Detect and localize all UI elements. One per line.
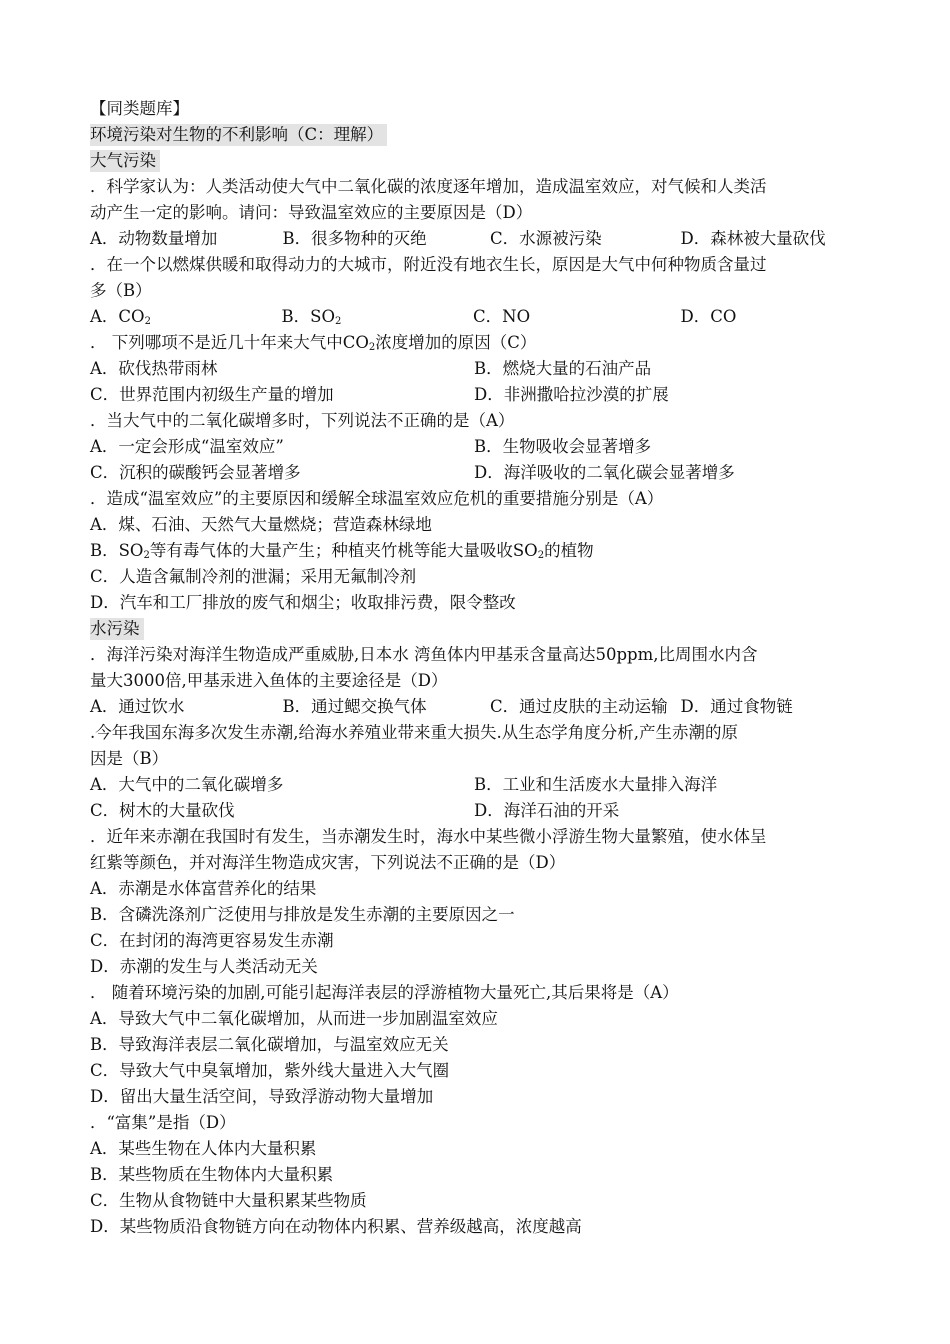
q3-option-b: B．燃烧大量的石油产品: [474, 359, 652, 378]
q5-stem: ．造成“温室效应”的主要原因和缓解全球温室效应危机的重要措施分别是（A）: [90, 489, 664, 508]
q3-option-d: D．非洲撒哈拉沙漠的扩展: [474, 385, 669, 404]
q7-option-b: B．工业和生活废水大量排入海洋: [474, 775, 718, 794]
q4-option-d: D．海洋吸收的二氧化碳会显著增多: [474, 463, 735, 482]
q8-option-a: A．赤潮是水体富营养化的结果: [90, 879, 317, 898]
q5-option-a: A．煤、石油、天然气大量燃烧；营造森林绿地: [90, 515, 432, 534]
section-water-pollution-text: 水污染: [90, 618, 144, 640]
q2-stem-line1: ．在一个以燃煤供暖和取得动力的大城市，附近没有地衣生长，原因是大气中何种物质含量过: [90, 255, 767, 274]
q2-option-a: [90, 304, 282, 330]
q9-stem: ． 随着环境污染的加剧,可能引起海洋表层的浮游植物大量死亡,其后果将是（A）: [90, 983, 679, 1002]
q1-options: [90, 226, 870, 252]
q3-stem: [90, 330, 870, 356]
q2-option-d: D．CO: [680, 307, 737, 326]
q7-options-row2: [90, 798, 870, 824]
q3-options-row2: [90, 382, 870, 408]
q4-option-a: A．一定会形成“温室效应”: [90, 437, 284, 456]
q9-option-c: C．导致大气中臭氧增加，紫外线大量进入大气圈: [90, 1061, 450, 1080]
topic-heading-text: 环境污染对生物的不利影响（C：理解）: [90, 124, 387, 146]
q1-stem-line1: ．科学家认为：人类活动使大气中二氧化碳的浓度逐年增加，造成温室效应，对气候和人类活: [90, 177, 767, 196]
q4-option-c: C．沉积的碳酸钙会显著增多: [90, 463, 301, 482]
q1-option-b: B．很多物种的灭绝: [282, 229, 427, 248]
q7-option-d: D．海洋石油的开采: [474, 801, 620, 820]
q5-option-b-subscript-2: 2: [537, 550, 545, 561]
q2-stem-line2: 多（B）: [90, 281, 152, 300]
q8-stem-line1: ．近年来赤潮在我国时有发生，当赤潮发生时，海水中某些微小浮游生物大量繁殖，使水体呈: [90, 827, 767, 846]
document-page: [90, 96, 870, 1240]
q6-option-b: B．通过鳃交换气体: [282, 697, 427, 716]
q1-option-c: C．水源被污染: [489, 229, 602, 248]
q1-stem-line2: 动产生一定的影响。请问：导致温室效应的主要原因是（D）: [90, 203, 533, 222]
q3-option-a: A．砍伐热带雨林: [90, 359, 218, 378]
q3-options-row1: [90, 356, 870, 382]
q9-option-b: B．导致海洋表层二氧化碳增加，与温室效应无关: [90, 1035, 449, 1054]
q5-option-d: D．汽车和工厂排放的废气和烟尘；收取排污费，限令整改: [90, 593, 516, 612]
q5-option-c: C．人造含氟制冷剂的泄漏；采用无氟制冷剂: [90, 567, 417, 586]
q6-stem-line1: ．海洋污染对海洋生物造成严重威胁,日本水 湾鱼体内甲基汞含量高达50ppm,比周围水内含: [90, 645, 758, 664]
q7-option-a: A．大气中的二氧化碳增多: [90, 775, 284, 794]
q10-option-d: D．某些物质沿食物链方向在动物体内积累、营养级越高，浓度越高: [90, 1217, 582, 1236]
q8-option-b: B．含磷洗涤剂广泛使用与排放是发生赤潮的主要原因之一: [90, 905, 515, 924]
topic-heading: [90, 122, 870, 148]
q5-option-b-subscript-1: 2: [143, 550, 150, 561]
q7-stem-line1: .今年我国东海多次发生赤潮,给海水养殖业带来重大损失.从生态学角度分析,产生赤潮的原: [90, 723, 738, 742]
q2-option-b-subscript: 2: [334, 316, 342, 327]
q2-option-a-subscript: 2: [144, 316, 151, 327]
q4-option-b: B．生物吸收会显著增多: [474, 437, 652, 456]
q10-option-c: C．生物从食物链中大量积累某些物质: [90, 1191, 367, 1210]
q4-stem: ．当大气中的二氧化碳增多时，下列说法不正确的是（A）: [90, 411, 515, 430]
q2-option-a-text: A．CO: [90, 307, 145, 326]
q2-options: [90, 304, 870, 330]
q7-options-row1: [90, 772, 870, 798]
q5-option-b-post: 的植物: [544, 541, 594, 560]
q1-option-a: A．动物数量增加: [90, 229, 218, 248]
q8-option-c: C．在封闭的海湾更容易发生赤潮: [90, 931, 334, 950]
q3-stem-subscript: 2: [368, 342, 376, 353]
q4-options-row2: [90, 460, 870, 486]
q6-option-c: C．通过皮肤的主动运输: [489, 697, 668, 716]
q2-option-b-text: B．SO: [281, 307, 335, 326]
q2-option-c: C．NO: [473, 307, 531, 326]
section-air-pollution: [90, 148, 870, 174]
question-bank-header: 【同类题库】: [90, 99, 189, 118]
q4-options-row1: [90, 434, 870, 460]
q3-stem-post: 浓度增加的原因（C）: [375, 333, 537, 352]
q7-stem-line2: 因是（B）: [90, 749, 169, 768]
q8-option-d: D．赤潮的发生与人类活动无关: [90, 957, 318, 976]
section-air-pollution-text: 大气污染: [90, 150, 160, 172]
q10-option-a: A．某些生物在人体内大量积累: [90, 1139, 317, 1158]
q6-option-a: A．通过饮水: [90, 697, 185, 716]
q3-option-c: C．世界范围内初级生产量的增加: [90, 385, 334, 404]
q9-option-d: D．留出大量生活空间，导致浮游动物大量增加: [90, 1087, 434, 1106]
q5-option-b: [90, 538, 870, 564]
q5-option-b-mid: 等有毒气体的大量产生；种植夹竹桃等能大量吸收SO: [149, 541, 538, 560]
q6-option-d: D．通过食物链: [680, 697, 793, 716]
q5-option-b-pre: B．SO: [90, 541, 144, 560]
q9-option-a: A．导致大气中二氧化碳增加，从而进一步加剧温室效应: [90, 1009, 498, 1028]
q8-stem-line2: 红紫等颜色，并对海洋生物造成灾害，下列说法不正确的是（D）: [90, 853, 566, 872]
q10-option-b: B．某些物质在生物体内大量积累: [90, 1165, 334, 1184]
q6-options: [90, 694, 870, 720]
q1-option-d: D．森林被大量砍伐: [680, 229, 826, 248]
q10-stem: ．“富集”是指（D）: [90, 1113, 236, 1132]
section-water-pollution: [90, 616, 870, 642]
q7-option-c: C．树木的大量砍伐: [90, 801, 235, 820]
q2-option-b: [282, 304, 474, 330]
q6-stem-line2: 量大3000倍,甲基汞进入鱼体的主要途径是（D）: [90, 671, 448, 690]
q3-stem-pre: ． 下列哪项不是近几十年来大气中CO: [90, 333, 369, 352]
